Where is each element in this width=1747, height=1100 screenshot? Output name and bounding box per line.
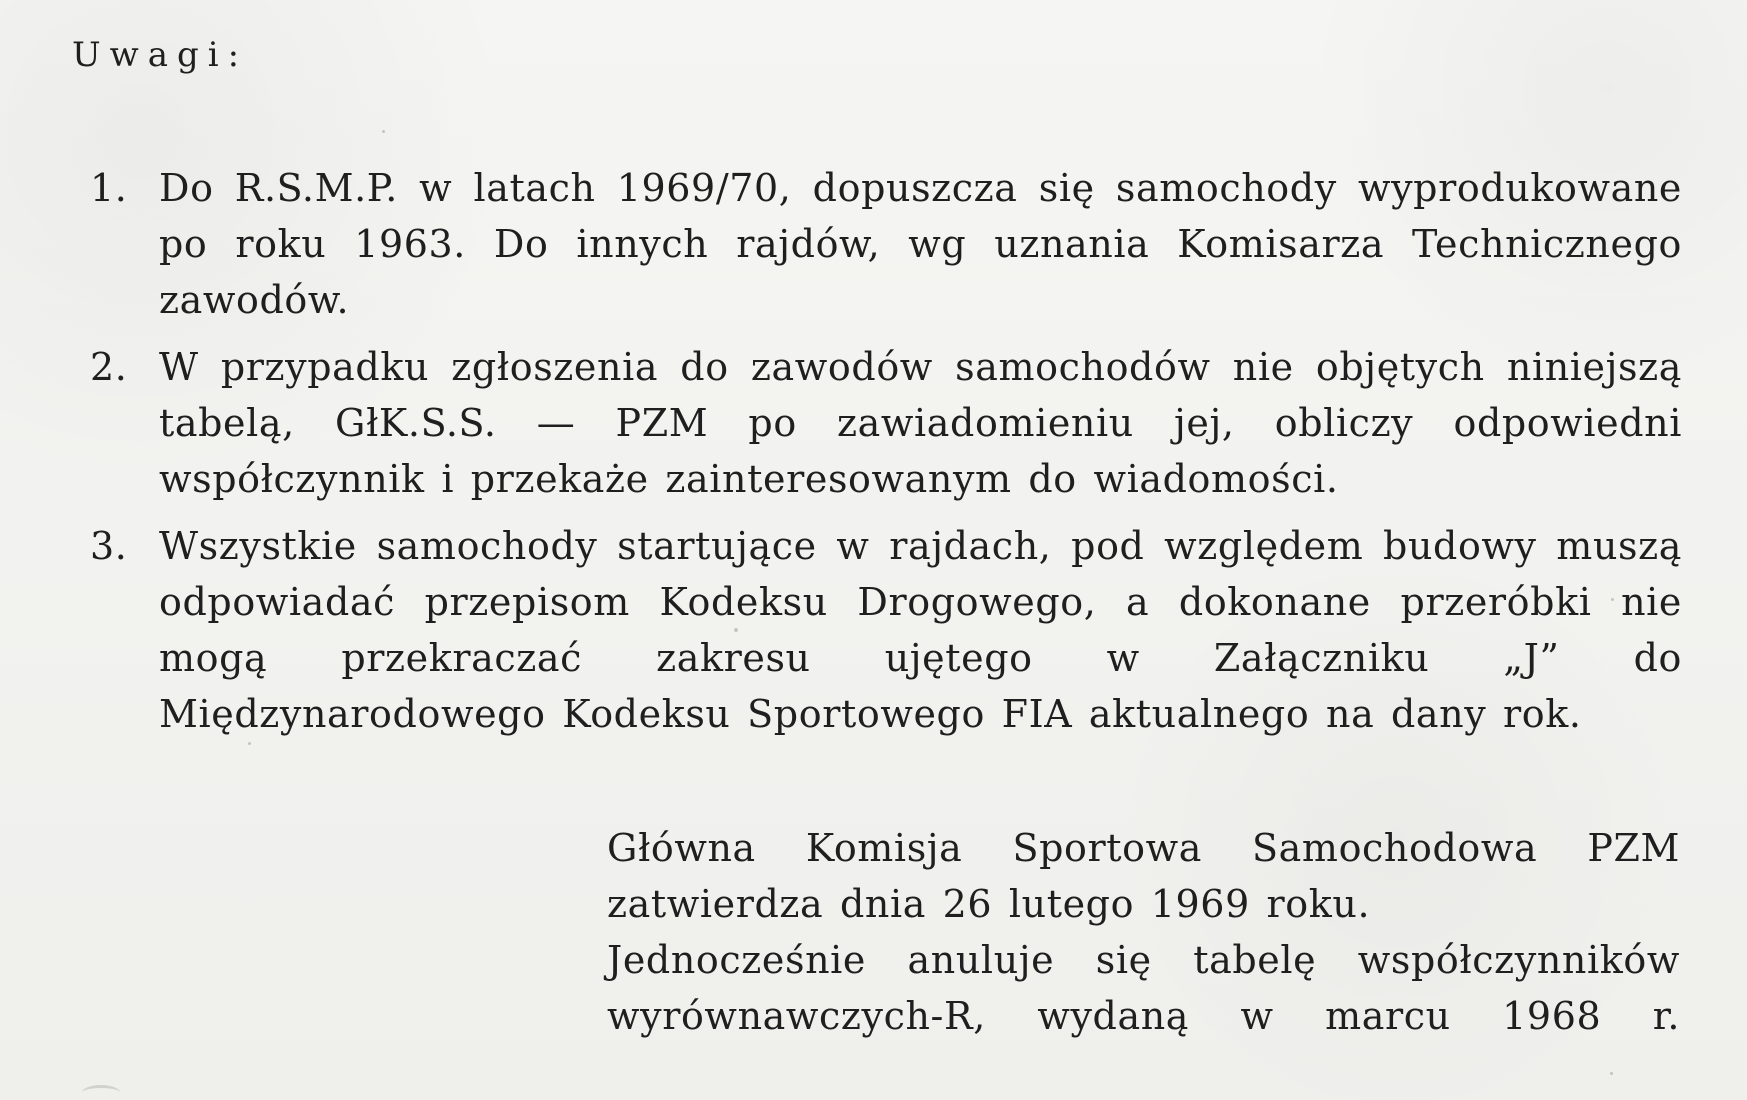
note-number-2: 2. <box>90 345 128 389</box>
paper-speck <box>734 628 738 632</box>
note-item-1 <box>90 160 1682 328</box>
note-number-3: 3. <box>90 524 128 568</box>
paper-speck <box>1611 598 1614 601</box>
note-item-2 <box>90 339 1682 507</box>
note-text-3: Wszystkie samochody startujące w rajdach, pod względem budowy muszą odpowiadać przepisom Kodeksu Drogowego, a dokonane przeróbki nie mogą przekraczać zakresu ujętego w Załączniku „J” do Międzynarodowego Kodeksu Sportowego FIA aktualnego na dany rok. <box>159 524 1682 736</box>
signature-line-4: wyrównawczych-R, wydaną w marcu 1968 r. <box>607 994 1680 1038</box>
scan-corner-mark <box>82 1085 120 1100</box>
note-number-1: 1. <box>90 166 128 210</box>
note-item-3 <box>90 518 1682 742</box>
signature-line-1: Główna Komisja Sportowa Samochodowa PZM <box>607 826 1680 870</box>
approval-signature-block <box>607 820 1680 1044</box>
notes-heading: Uwagi: <box>72 35 249 75</box>
paper-speck <box>382 130 385 133</box>
signature-line-2: zatwierdza dnia 26 lutego 1969 roku. <box>607 882 1371 926</box>
paper-speck <box>248 742 251 745</box>
note-text-2: W przypadku zgłoszenia do zawodów samochodów nie objętych niniejszą tabelą, GłK.S.S. — PZM po zawiadomieniu jej, obliczy odpowiedni współczynnik i przekaże zainteresowanym do wiadomości. <box>159 345 1682 501</box>
signature-line-3: Jednocześnie anuluje się tabelę współczynników <box>607 938 1680 982</box>
note-text-1: Do R.S.M.P. w latach 1969/70, dopuszcza się samochody wyprodukowane po roku 1963. Do innych rajdów, wg uznania Komisarza Technicznego zawodów. <box>159 166 1682 322</box>
paper-speck <box>1610 1072 1613 1075</box>
